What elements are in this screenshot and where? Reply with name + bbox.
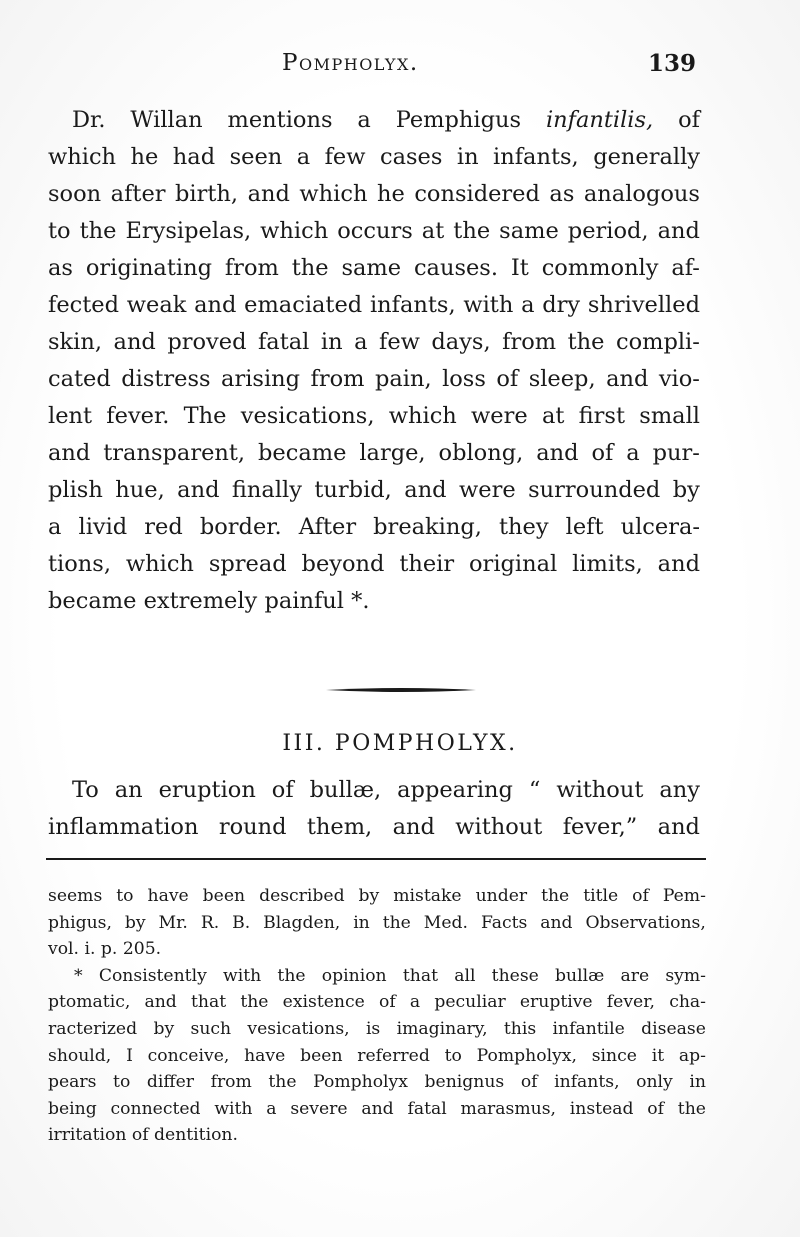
word: and <box>404 477 447 503</box>
page-number: 139 <box>647 50 696 77</box>
footnote-line <box>48 1122 706 1149</box>
word: such <box>190 1018 232 1039</box>
word: after <box>110 181 166 207</box>
word: to <box>48 218 71 244</box>
word: from <box>310 366 365 392</box>
word: from <box>210 1072 252 1093</box>
running-title: Pompholyx. <box>282 50 419 76</box>
word: shrivelled <box>587 292 700 318</box>
word: spread <box>208 551 287 577</box>
footnote-line <box>48 883 706 910</box>
word: a <box>626 440 640 466</box>
word: a <box>357 107 371 133</box>
word: Observations, <box>585 912 706 933</box>
word: tions, <box>48 551 111 577</box>
word: marasmus, <box>460 1098 556 1119</box>
word: commonly <box>541 255 659 281</box>
word: beyond <box>301 551 385 577</box>
word: in <box>456 144 479 170</box>
word: seen <box>229 144 283 170</box>
word: Erysipelas, <box>125 218 252 244</box>
word: an <box>114 777 143 803</box>
word: and <box>48 440 91 466</box>
word: of <box>632 886 649 906</box>
word: B. <box>232 912 251 933</box>
word: peculiar <box>434 992 506 1013</box>
word: by <box>153 1018 175 1039</box>
word: were <box>471 403 528 429</box>
word: of <box>520 1072 538 1093</box>
word: racterized <box>48 1018 138 1039</box>
word: with <box>214 1098 253 1119</box>
word: causes. <box>413 255 499 281</box>
word: hue, <box>115 477 165 503</box>
word: of <box>271 777 294 803</box>
word: being <box>48 1098 97 1119</box>
word: which <box>260 218 329 244</box>
word: disease <box>641 1018 706 1039</box>
word: all <box>454 965 476 986</box>
footnotes <box>48 883 706 1149</box>
word: oblong, <box>438 440 524 466</box>
word: the <box>677 1098 706 1119</box>
text-line <box>48 583 700 620</box>
word: I <box>126 1045 133 1066</box>
word: had <box>172 144 216 170</box>
word: fever, <box>606 992 656 1013</box>
word: to <box>116 886 134 906</box>
word: the <box>268 1072 297 1093</box>
word: loss <box>442 366 486 392</box>
word: Med. <box>423 912 469 933</box>
word: After <box>298 514 357 540</box>
word: cated <box>48 366 111 392</box>
text-line <box>48 176 700 213</box>
word: red <box>144 514 183 540</box>
word: *. <box>351 588 370 614</box>
word: a <box>354 329 368 355</box>
text-line <box>48 287 700 324</box>
word: instead <box>569 1098 634 1119</box>
word: the <box>277 965 306 986</box>
word: at <box>541 403 565 429</box>
word: became <box>258 440 347 466</box>
word: distress <box>121 366 211 392</box>
word: The <box>183 403 227 429</box>
word: infants, <box>369 292 456 318</box>
word: fatal <box>257 329 310 355</box>
footnote-line <box>48 936 706 963</box>
word: and <box>177 477 220 503</box>
word: ap- <box>678 1045 706 1066</box>
word: Dr. <box>72 107 106 133</box>
word: skin, <box>48 329 103 355</box>
word: plish <box>48 477 103 503</box>
text-line <box>48 250 700 287</box>
word: cha- <box>669 992 706 1013</box>
word: vesications, <box>247 1018 350 1039</box>
word: occurs <box>337 218 413 244</box>
word: their <box>399 551 455 577</box>
footnote-line <box>48 963 706 990</box>
word: period, <box>567 218 649 244</box>
word: a <box>521 292 535 318</box>
word: and <box>536 440 579 466</box>
ornament-rule <box>326 687 476 693</box>
word: which <box>125 551 194 577</box>
word: they <box>499 514 549 540</box>
word: he <box>376 181 405 207</box>
word: transparent, <box>103 440 246 466</box>
word: and <box>540 912 573 933</box>
word: conceive, <box>147 1045 230 1066</box>
word: Blagden, <box>263 912 341 933</box>
word: compli- <box>615 329 700 355</box>
word: birth, <box>175 181 239 207</box>
word: cases <box>379 144 443 170</box>
word: fever. <box>106 403 170 429</box>
word: soon <box>48 181 102 207</box>
word: surrounded <box>528 477 661 503</box>
word: first <box>578 403 626 429</box>
word: to <box>113 1072 131 1093</box>
word: the <box>240 992 269 1013</box>
word: imaginary, <box>396 1018 488 1039</box>
word: and <box>113 329 156 355</box>
word: a <box>296 144 311 170</box>
word: Pompholyx, <box>476 1045 577 1066</box>
word: been <box>300 1045 343 1066</box>
word: infantile <box>552 1018 625 1039</box>
word: same <box>499 218 559 244</box>
word: sleep, <box>528 366 596 392</box>
word: To <box>72 777 99 803</box>
running-head <box>0 50 800 86</box>
text-line <box>48 435 700 472</box>
word: pain, <box>374 366 432 392</box>
word: and <box>657 218 700 244</box>
word: of <box>379 992 396 1013</box>
word: extremely <box>143 588 258 614</box>
word: Mr. <box>158 912 188 933</box>
word: and <box>247 181 290 207</box>
word: connected <box>110 1098 201 1119</box>
word: phigus, <box>48 912 112 933</box>
word: breaking, <box>373 514 482 540</box>
text-line <box>48 772 700 809</box>
word: in <box>353 912 370 933</box>
word: by <box>358 886 380 906</box>
word: emaciated <box>244 292 363 318</box>
word: the <box>79 218 117 244</box>
word: days, <box>431 329 491 355</box>
word: arising <box>221 366 301 392</box>
word: ptomatic, <box>48 992 131 1013</box>
word: left <box>565 514 604 540</box>
word: as <box>549 181 575 207</box>
word: which <box>388 403 457 429</box>
word: title <box>583 886 619 906</box>
word: he <box>130 144 159 170</box>
word: of <box>678 107 700 133</box>
word: as <box>48 255 73 281</box>
word: fatal <box>407 1098 447 1119</box>
word: original <box>469 551 558 577</box>
word: eruptive <box>519 992 593 1013</box>
word: Pemphigus <box>395 107 522 133</box>
word: ulcera- <box>620 514 700 540</box>
footnote-rule <box>46 858 706 860</box>
word: are <box>620 965 650 986</box>
word: by <box>124 912 146 933</box>
word: pears <box>48 1072 97 1093</box>
word: the <box>541 886 570 906</box>
text-line <box>48 361 700 398</box>
word: it <box>651 1045 665 1066</box>
word: vol. i. p. 205. <box>48 939 162 960</box>
word: and <box>361 1098 394 1119</box>
footnote-line <box>48 910 706 937</box>
word: is <box>365 1018 381 1039</box>
word: were <box>459 477 516 503</box>
word: any <box>659 777 700 803</box>
word: large, <box>359 440 426 466</box>
section-paragraph <box>48 772 700 846</box>
word: of <box>647 1098 664 1119</box>
word: bullæ <box>555 965 605 986</box>
word: and <box>392 814 435 840</box>
word: a <box>409 992 421 1013</box>
word: irritation of dentition. <box>48 1125 238 1146</box>
word: few <box>379 329 420 355</box>
word: mistake <box>393 886 462 906</box>
word: same <box>341 255 402 281</box>
word: af- <box>671 255 700 281</box>
word: Facts <box>480 912 528 933</box>
word: which <box>48 144 117 170</box>
footnote-line <box>48 1016 706 1043</box>
word: and <box>144 992 177 1013</box>
text-line <box>48 546 700 583</box>
word: R. <box>200 912 220 933</box>
text-line <box>48 139 700 176</box>
word: severe <box>290 1098 348 1119</box>
word: eruption <box>158 777 256 803</box>
word: considered <box>414 181 540 207</box>
text-line <box>48 809 700 846</box>
word: from <box>224 255 279 281</box>
word: referred <box>357 1045 430 1066</box>
footnote-line <box>48 1043 706 1070</box>
word: this <box>503 1018 537 1039</box>
word: vesications, <box>240 403 375 429</box>
main-paragraph <box>48 102 700 620</box>
word: infants, <box>554 1072 620 1093</box>
word: Pompholyx <box>313 1072 408 1093</box>
word: a <box>266 1098 277 1119</box>
word: these <box>491 965 539 986</box>
word: a <box>48 514 62 540</box>
word: opinion <box>321 965 387 986</box>
word: It <box>510 255 529 281</box>
word: in <box>689 1072 706 1093</box>
word: few <box>324 144 366 170</box>
word: infants, <box>493 144 579 170</box>
word: them, <box>306 814 373 840</box>
word: turbid, <box>314 477 392 503</box>
section-ornament <box>0 683 800 697</box>
word: from <box>502 329 557 355</box>
word: since <box>591 1045 637 1066</box>
word: proved <box>167 329 247 355</box>
text-line <box>48 509 700 546</box>
word: differ <box>146 1072 194 1093</box>
word: * <box>74 965 83 986</box>
word: with <box>463 292 514 318</box>
word: that <box>402 965 438 986</box>
text-line <box>48 398 700 435</box>
word: have <box>147 886 189 906</box>
word: finally <box>231 477 302 503</box>
footnote-line <box>48 1096 706 1123</box>
word: bullæ, <box>309 777 382 803</box>
word: under <box>475 886 528 906</box>
word: pur- <box>652 440 700 466</box>
word: generally <box>593 144 700 170</box>
word: painful <box>264 588 344 614</box>
word: only <box>636 1072 673 1093</box>
word: the <box>382 912 411 933</box>
word: mentions <box>227 107 333 133</box>
word: by <box>672 477 700 503</box>
word: vio- <box>658 366 700 392</box>
word: analogous <box>583 181 700 207</box>
word: the <box>291 255 329 281</box>
word: fected <box>48 292 120 318</box>
word: appearing <box>397 777 513 803</box>
word: and <box>657 814 700 840</box>
word: became <box>48 588 137 614</box>
word: weak <box>126 292 187 318</box>
word: infantilis, <box>545 107 654 133</box>
word: should, <box>48 1045 112 1066</box>
text-line <box>48 324 700 361</box>
word: have <box>244 1045 286 1066</box>
word: limits, <box>572 551 643 577</box>
word: in <box>320 329 343 355</box>
word: with <box>223 965 262 986</box>
footnote-line <box>48 989 706 1016</box>
word: without <box>556 777 644 803</box>
word: and <box>194 292 237 318</box>
word: originating <box>85 255 212 281</box>
word: small <box>639 403 700 429</box>
word: which <box>299 181 368 207</box>
word: been <box>202 886 246 906</box>
word: Consistently <box>98 965 207 986</box>
word: described <box>259 886 345 906</box>
text-line <box>48 102 700 139</box>
word: Willan <box>130 107 203 133</box>
word: of <box>591 440 614 466</box>
footnote-line <box>48 1069 706 1096</box>
word: without <box>455 814 543 840</box>
word: existence <box>282 992 365 1013</box>
word: dry <box>542 292 581 318</box>
word: seems <box>48 886 103 906</box>
word: border. <box>199 514 282 540</box>
text-line <box>48 213 700 250</box>
word: sym- <box>665 965 706 986</box>
word: that <box>191 992 227 1013</box>
word: at <box>421 218 445 244</box>
word: the <box>567 329 605 355</box>
word: lent <box>48 403 93 429</box>
word: livid <box>78 514 128 540</box>
word: inflammation <box>48 814 199 840</box>
word: to <box>444 1045 462 1066</box>
word: round <box>218 814 287 840</box>
text-line <box>48 472 700 509</box>
word: and <box>657 551 700 577</box>
word: fever,” <box>562 814 638 840</box>
word: the <box>453 218 491 244</box>
word: Pem- <box>662 886 706 906</box>
word: “ <box>528 777 541 803</box>
word: benignus <box>424 1072 505 1093</box>
word: and <box>606 366 649 392</box>
section-heading: III. POMPHOLYX. <box>282 731 518 756</box>
word: of <box>496 366 519 392</box>
